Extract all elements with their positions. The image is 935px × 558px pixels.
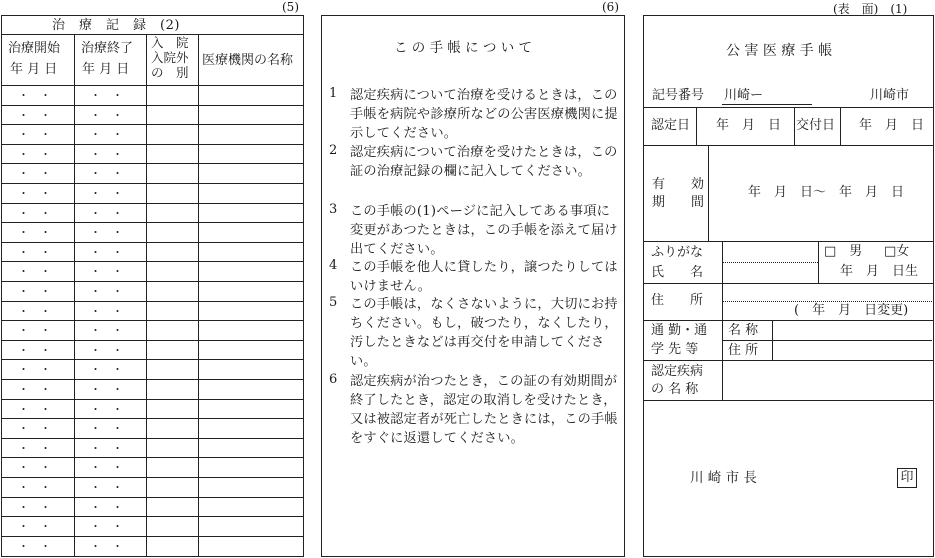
- address-label: 住 所: [651, 293, 704, 308]
- commute-label-line2: 学 先 等: [651, 342, 699, 357]
- sex-female: □女: [884, 244, 910, 259]
- record-start-date: ・ ・: [18, 363, 51, 377]
- record-end-date: ・ ・: [90, 245, 123, 259]
- table-row[interactable]: [2, 359, 302, 379]
- table-row[interactable]: [2, 242, 302, 262]
- record-end-date: ・ ・: [90, 285, 123, 298]
- record-start-date: ・ ・: [18, 343, 51, 357]
- record-end-date: ・ ・: [90, 324, 123, 338]
- cover-title: 公 害 医 療 手 帳: [726, 43, 833, 59]
- record-end-date: ・ ・: [90, 363, 123, 377]
- record-start-date: ・ ・: [18, 167, 51, 181]
- table-row[interactable]: [2, 497, 302, 517]
- table-row[interactable]: [2, 222, 302, 242]
- table-row[interactable]: [2, 418, 302, 438]
- address-change: ( 年 月 日変更): [794, 303, 909, 318]
- list-item-text: 認定疾病について治療を受けたときは，この証の治療記録の欄に記入してください。: [350, 145, 618, 179]
- col-inout-line3: の 別: [151, 65, 189, 80]
- record-end-date: ・ ・: [90, 128, 123, 142]
- table-row[interactable]: [2, 379, 302, 399]
- record-end-date: ・ ・: [90, 206, 123, 220]
- record-start-date: ・ ・: [18, 187, 51, 200]
- col-start-line2: 年 月 日: [10, 62, 58, 77]
- table-row[interactable]: [2, 203, 302, 223]
- record-start-date: ・ ・: [18, 245, 51, 259]
- record-end-date: ・ ・: [90, 383, 123, 396]
- record-end-date: ・ ・: [90, 108, 123, 122]
- table-row[interactable]: [2, 183, 302, 203]
- table-row[interactable]: [2, 281, 302, 301]
- record-start-date: ・ ・: [18, 108, 51, 122]
- validity-value: 年 月 日～ 年 月 日: [748, 185, 905, 200]
- record-end-date: ・ ・: [90, 89, 123, 102]
- record-start-date: ・ ・: [18, 539, 51, 553]
- list-item-text: この手帳の(1)ページに記入してある事項に変更があつたときは，この手帳を添えて届け出てください。: [350, 204, 618, 257]
- col-inout-line2: 入院外: [151, 50, 189, 65]
- table-row[interactable]: [2, 261, 302, 281]
- table-row[interactable]: [2, 340, 302, 360]
- list-item-text: 認定疾病について治療を受けるときは，この手帳を病院や診療所などの公害医療機関に提示してください。: [350, 88, 618, 141]
- record-start-date: ・ ・: [18, 500, 51, 514]
- record-end-date: ・ ・: [90, 402, 123, 416]
- record-start-date: ・ ・: [18, 441, 51, 455]
- table-row[interactable]: [2, 438, 302, 458]
- record-start-date: ・ ・: [18, 461, 51, 475]
- list-item-text: この手帳を他人に貸したり，譲つたりしてはいけません。: [350, 260, 618, 294]
- record-end-date: ・ ・: [90, 343, 123, 357]
- table-row[interactable]: [2, 399, 302, 419]
- col-facility: 医療機関の名称: [202, 53, 294, 68]
- list-item-text: この手帳は，なくさないように，大切にお持ちください。もし，破つたり，なくしたり，汚したときなどは再交付を申請してください。: [350, 297, 618, 369]
- about-title: こ の 手 帳 に つ い て: [394, 40, 533, 56]
- record-number-label: 記号番号: [652, 88, 705, 103]
- record-end-date: ・ ・: [90, 226, 123, 240]
- record-start-date: ・ ・: [18, 422, 51, 436]
- record-end-date: ・ ・: [90, 539, 123, 553]
- commute-label-line1: 通 勤・通: [651, 323, 708, 338]
- record-end-date: ・ ・: [90, 304, 123, 318]
- col-end-line2: 年 月 日: [82, 62, 130, 77]
- record-end-date: ・ ・: [90, 265, 123, 279]
- table-row[interactable]: [2, 516, 302, 536]
- record-end-date: ・ ・: [90, 481, 123, 494]
- treatment-record-panel: [1, 15, 304, 557]
- page-number-5: (5): [282, 0, 299, 14]
- table-row[interactable]: [2, 320, 302, 340]
- record-start-date: ・ ・: [18, 402, 51, 416]
- list-item-number: 2: [329, 143, 338, 158]
- about-panel: [321, 15, 625, 557]
- mayor-label: 川 崎 市 長: [690, 470, 757, 486]
- table-row[interactable]: [2, 144, 302, 164]
- treatment-record-title: 治 療 記 録 (2): [52, 18, 180, 33]
- commute-address-label: 住 所: [728, 343, 759, 358]
- record-end-date: ・ ・: [90, 520, 123, 534]
- table-row[interactable]: [2, 124, 302, 144]
- record-end-date: ・ ・: [90, 187, 123, 200]
- record-end-date: ・ ・: [90, 441, 123, 455]
- certified-date-label: 認定日: [651, 118, 691, 133]
- validity-label-line1: 有 効: [652, 177, 705, 192]
- table-row[interactable]: [2, 457, 302, 477]
- table-row[interactable]: [2, 85, 302, 105]
- list-item-text: 認定疾病が治つたとき，この証の有効期間が終了したとき，認定の取消しを受けたとき，又は被認定者が死亡したときには，この手帳をすぐに返還してください。: [350, 374, 618, 446]
- table-row[interactable]: [2, 536, 302, 556]
- record-start-date: ・ ・: [18, 128, 51, 142]
- record-number-underline: [722, 104, 812, 105]
- record-start-date: ・ ・: [18, 520, 51, 534]
- record-start-date: ・ ・: [18, 304, 51, 318]
- record-start-date: ・ ・: [18, 206, 51, 220]
- list-item-number: 3: [329, 202, 338, 217]
- record-end-date: ・ ・: [90, 147, 123, 161]
- list-item-number: 6: [329, 372, 338, 387]
- record-start-date: ・ ・: [18, 226, 51, 240]
- list-item-number: 4: [329, 258, 338, 273]
- col-inout-line1: 入 院: [151, 35, 189, 50]
- certified-date-value: 年 月 日: [716, 118, 782, 133]
- birth-date: 年 月 日生: [840, 264, 919, 279]
- name-label: 氏 名: [651, 265, 704, 280]
- record-end-date: ・ ・: [90, 500, 123, 514]
- record-start-date: ・ ・: [18, 324, 51, 338]
- record-end-date: ・ ・: [90, 422, 123, 436]
- sex-male: □ 男: [824, 244, 863, 259]
- record-start-date: ・ ・: [18, 265, 51, 279]
- col-start-line1: 治療開始: [8, 41, 61, 56]
- record-start-date: ・ ・: [18, 285, 51, 298]
- disease-label-line2: の 名 称: [651, 382, 699, 397]
- record-end-date: ・ ・: [90, 167, 123, 181]
- record-start-date: ・ ・: [18, 147, 51, 161]
- list-item-number: 5: [329, 295, 338, 310]
- table-row[interactable]: [2, 163, 302, 183]
- record-start-date: ・ ・: [18, 481, 51, 494]
- furigana-label: ふりがな: [651, 245, 704, 260]
- disease-label-line1: 認定疾病: [651, 364, 704, 379]
- col-end-line1: 治療終了: [81, 41, 134, 56]
- table-row[interactable]: [2, 301, 302, 321]
- issue-date-value: 年 月 日: [859, 118, 925, 133]
- seal-mark: 印: [897, 468, 917, 488]
- table-row[interactable]: [2, 477, 302, 497]
- record-start-date: ・ ・: [18, 89, 51, 102]
- record-start-date: ・ ・: [18, 383, 51, 396]
- list-item-number: 1: [329, 86, 338, 101]
- commute-name-label: 名 称: [728, 323, 759, 338]
- table-row[interactable]: [2, 105, 302, 125]
- validity-label-line2: 期 間: [652, 195, 705, 210]
- page-number-6: (6): [602, 0, 619, 14]
- issue-date-label: 交付日: [796, 118, 836, 133]
- page-number-1: (表 面) (1): [833, 2, 908, 16]
- city-name: 川崎市: [870, 88, 910, 103]
- cover-panel: [643, 15, 934, 557]
- record-end-date: ・ ・: [90, 461, 123, 475]
- record-number-value: 川崎ー: [724, 88, 764, 103]
